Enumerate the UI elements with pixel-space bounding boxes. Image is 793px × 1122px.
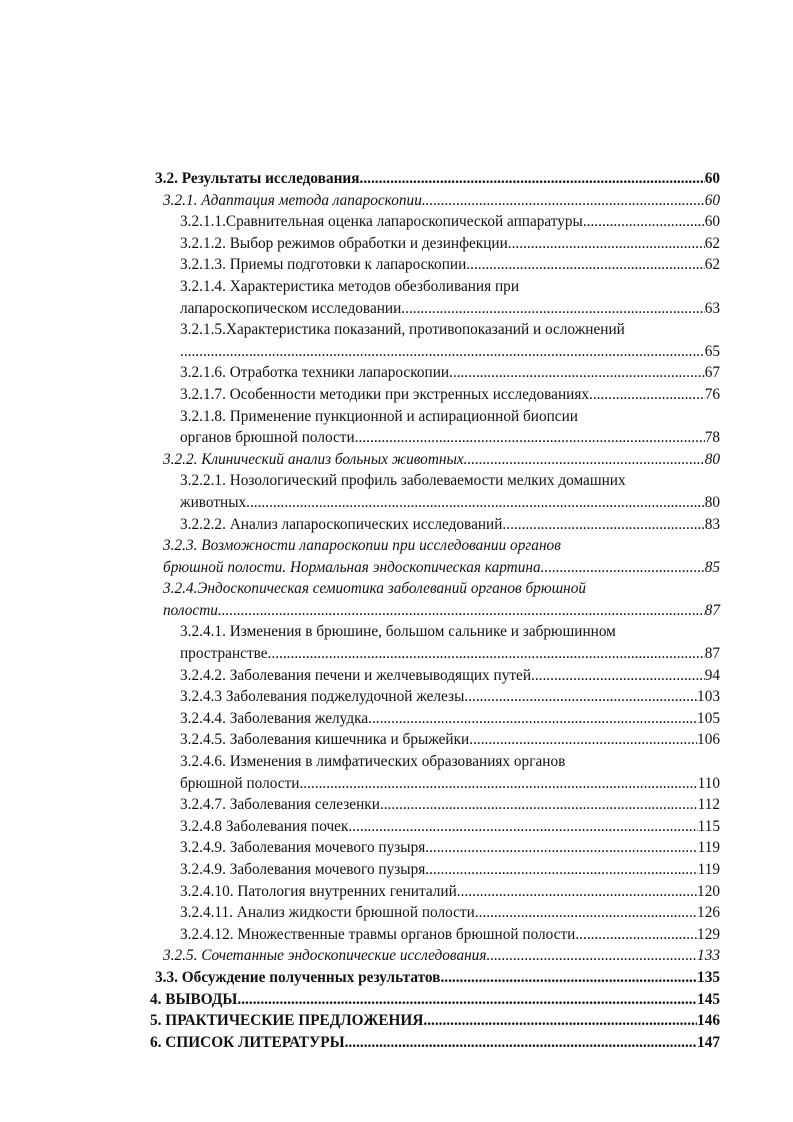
toc-page-number: 62 [704,256,720,274]
toc-page-number: 60 [704,191,720,209]
toc-entry[interactable] [150,967,720,989]
toc-entry-title: 3.2.4.10. Патология внутренних гениталий [180,882,457,900]
toc-leader-dots [535,665,705,687]
toc-page-number: 112 [697,796,720,814]
toc-leader-dots [423,1010,697,1032]
toc-entry-title: 3.2.1.7. Особенности методики при экстренных исследованиях. [180,385,593,403]
toc-entry-title: 3.3. Обсуждение полученных результатов [155,968,441,986]
toc-leader-dots [250,492,705,514]
toc-entry-line [163,449,720,471]
toc-leader-dots [218,600,705,622]
toc-entry-title-line: 3.2.2.1. Нозологический профиль заболеваемости мелких домашних [180,472,626,490]
toc-entry-line [180,341,720,363]
toc-entry[interactable] [150,514,720,536]
toc-entry[interactable] [150,384,720,406]
toc-leader-dots [467,449,704,471]
toc-entry-title: полости [163,601,218,619]
toc-entry-line [180,837,720,859]
toc-entry-line [180,514,720,536]
toc-entry[interactable] [150,859,720,881]
toc-leader-dots [593,384,705,406]
toc-entry-line [155,967,720,989]
toc-entry-title: органов брюшной полости. [180,429,359,447]
toc-page-number: 120 [697,882,720,900]
toc-entry-title-line: 3.2.3. Возможности лапароскопии при исследовании органов [163,537,561,555]
toc-leader-dots [359,427,705,449]
toc-entry-title: 6. СПИСОК ЛИТЕРАТУРЫ [150,1033,345,1051]
toc-leader-dots [271,643,704,665]
toc-entry[interactable] [150,470,720,513]
toc-page-number: 115 [697,817,720,835]
toc-leader-dots [457,881,697,903]
toc-page-number: 147 [697,1033,720,1051]
toc-entry-title: 3.2.4.11. Анализ жидкости брюшной полости [180,904,475,922]
toc-entry[interactable] [150,665,720,687]
toc-entry-line [180,384,720,406]
toc-page-number: 80 [704,493,720,511]
toc-leader-dots [237,989,697,1011]
toc-leader-dots [429,859,698,881]
toc-entry-title: пространстве. [180,645,272,663]
toc-entry-title-line: 3.2.1.5.Характеристика показаний, противопоказаний и осложнений [180,321,625,339]
toc-entry-title-line: 3.2.4.Эндоскопическая семиотика заболеваний органов брюшной [163,580,587,598]
toc-entry-line [180,427,720,449]
toc-page-number: 94 [704,666,720,684]
toc-entry-title-line: 3.2.4.6. Изменения в лимфатических образованиях органов [180,753,566,771]
toc-entry-line [180,254,720,276]
toc-leader-dots [299,773,697,795]
toc-page-number: 119 [697,861,720,878]
toc-entry-line [163,600,720,622]
toc-page-number: 80 [704,450,720,468]
toc-entry[interactable] [150,989,720,1011]
toc-leader-dots [384,794,698,816]
toc-entry-line [180,708,720,730]
toc-leader-dots [405,298,705,320]
toc-entry[interactable] [150,816,720,838]
toc-entry[interactable] [150,1010,720,1032]
toc-page-number: 60 [704,170,720,187]
toc-entry[interactable] [150,794,720,816]
toc-entry[interactable] [150,190,720,212]
toc-entry[interactable] [150,902,720,924]
toc-entry-title: 3.2. Результаты исследования. [155,170,364,187]
toc-entry[interactable] [150,881,720,903]
toc-entry-line [163,557,720,579]
toc-entry-title: 3.2.1.1.Сравнительная оценка лапароскопической аппаратуры. [180,213,587,231]
toc-page-number: 65 [704,342,720,360]
toc-page-number: 105 [697,709,720,727]
toc-entry-line [180,859,720,881]
toc-entry[interactable] [150,708,720,730]
toc-entry-line [180,492,720,514]
toc-page-number: 87 [704,601,720,619]
toc-entry-line [180,643,720,665]
toc-page-number: 87 [704,645,720,663]
toc-page-number: 110 [697,774,720,792]
toc-entry[interactable] [150,621,720,664]
toc-entry-title: брюшной полости [180,774,300,792]
toc-entry-title: 3.2.5. Сочетанные эндоскопические исследования. [163,947,491,965]
toc-entry-title: 3.2.1.2. Выбор режимов обработки и дезинфекции. [180,234,512,252]
toc-entry[interactable] [150,168,720,190]
toc-entry[interactable] [150,254,720,276]
toc-entry-line [180,298,720,320]
toc-entry[interactable] [150,1032,720,1054]
toc-entry-line [180,902,720,924]
toc-page-number: 145 [697,990,720,1008]
toc-entry-title: 3.2.4.2. Заболевания печени и желчевыводящих путей. [180,666,535,684]
toc-page-number: 78 [704,429,720,447]
toc-page-number: 60 [704,213,720,231]
toc-entry[interactable] [150,578,720,621]
toc-entry-title: 3.2.4.9. Заболевания мочевого пузыря. [180,861,430,878]
toc-entry-line [180,794,720,816]
toc-page-number: 135 [697,968,720,986]
toc-page-number: 106 [697,731,720,749]
toc-entry-line [180,924,720,946]
toc-entry-title: брюшной полости. Нормальная эндоскопическая картина. [163,558,545,576]
toc-leader-dots [345,1032,697,1054]
toc-entry-line [180,729,720,751]
toc-entry-line [150,1010,720,1032]
toc-entry[interactable] [150,406,720,449]
toc-leader-dots [544,557,704,579]
toc-entry-title: 3.2.1.6. Отработка техники лапароскопии. [180,364,453,382]
toc-entry-title: 3.2.4.4. Заболевания желудка [180,709,369,727]
toc-entry-title: 3.2.4.8 Заболевания почек [180,817,349,835]
toc-entry-title: 3.2.4.12. Множественные травмы органов брюшной полости [180,925,576,943]
toc-page-number: 129 [697,925,720,943]
toc-entry-line [163,945,720,967]
toc-leader-dots [468,686,697,708]
toc-leader-dots [473,729,697,751]
toc-entry-line [180,773,720,795]
toc-entry-title-line: 3.2.1.8. Применение пункционной и аспирационной биопсии [180,407,578,425]
toc-leader-dots [587,211,705,233]
toc-entry-title: 3.2.2.2. Анализ лапароскопических исследований. [180,515,507,533]
toc-entry-title-line: 3.2.4.1. Изменения в брюшине, большом сальнике и забрюшинном [180,623,616,641]
toc-entry-line [150,1032,720,1054]
toc-entry[interactable] [150,319,720,362]
toc-leader-dots [490,945,697,967]
toc-entry-title: животных. [180,493,250,511]
toc-entry[interactable] [150,945,720,967]
toc-page-number: 119 [697,839,720,857]
toc-leader-dots [470,254,705,276]
toc-page-number: 133 [697,947,720,965]
toc-entry[interactable] [150,751,720,794]
toc-entry-title: 3.2.4.3 Заболевания поджелудочной железы. [180,688,469,706]
toc-leader-dots [429,837,698,859]
toc-entry-line [180,211,720,233]
toc-page-number: 63 [704,299,720,317]
toc-page-number: 103 [697,688,720,706]
toc-leader-dots [506,514,704,536]
toc-leader-dots [453,362,705,384]
toc-leader-dots [440,967,697,989]
toc-entry-line [180,881,720,903]
toc-entry[interactable] [150,837,720,859]
toc-entry-line [180,233,720,255]
toc-entry[interactable] [150,211,720,233]
toc-leader-dots [512,233,705,255]
toc-entry-title: 3.2.4.5. Заболевания кишечника и брыжейки. [180,731,474,749]
toc-entry-line [155,168,720,190]
toc-entry-line [180,665,720,687]
toc-entry-title: 3.2.4.9. Заболевания мочевого пузыря. [180,839,430,857]
toc-entry[interactable] [150,362,720,384]
toc-page-number: 146 [697,1012,720,1030]
toc-entry-title: 3.2.2. Клинический анализ больных животных. [163,450,468,468]
toc-entry[interactable] [150,276,720,319]
toc-entry[interactable] [150,449,720,471]
toc-entry-line [150,989,720,1011]
toc-leader-dots [180,341,705,363]
toc-entry-title: 5. ПРАКТИЧЕСКИЕ ПРЕДЛОЖЕНИЯ [150,1012,424,1030]
toc-leader-dots [575,924,697,946]
toc-page-number: 126 [697,904,720,922]
toc-entry-line [180,816,720,838]
toc-entry[interactable] [150,233,720,255]
toc-page-number: 83 [704,515,720,533]
toc-entry[interactable] [150,924,720,946]
toc-entry-title: лапароскопическом исследовании. [180,299,406,317]
toc-leader-dots [363,168,704,190]
toc-page-number: 62 [704,234,720,252]
toc-page-number: 76 [704,385,720,403]
toc-entry-line [180,362,720,384]
toc-entry-title-line: 3.2.1.4. Характеристика методов обезболивания при [180,277,520,295]
toc-entry-title: 4. ВЫВОДЫ [150,990,238,1008]
toc-page-number: 85 [704,558,720,576]
toc-leader-dots [368,708,697,730]
toc-entry-title: 3.2.1.3. Приемы подготовки к лапароскопии. [180,256,471,274]
toc-entry[interactable] [150,535,720,578]
toc-entry[interactable] [150,686,720,708]
toc-page-number: 67 [704,364,720,382]
toc-entry-line [180,686,720,708]
toc-entry-title: 3.2.1. Адаптация метода лапароскопии. [163,191,426,209]
toc-entry-title: 3.2.4.7. Заболевания селезенки. [180,796,384,814]
toc-leader-dots [475,902,697,924]
table-of-contents [150,168,720,1053]
toc-leader-dots [348,816,697,838]
toc-entry-line [163,190,720,212]
toc-leader-dots [426,190,705,212]
toc-entry[interactable] [150,729,720,751]
